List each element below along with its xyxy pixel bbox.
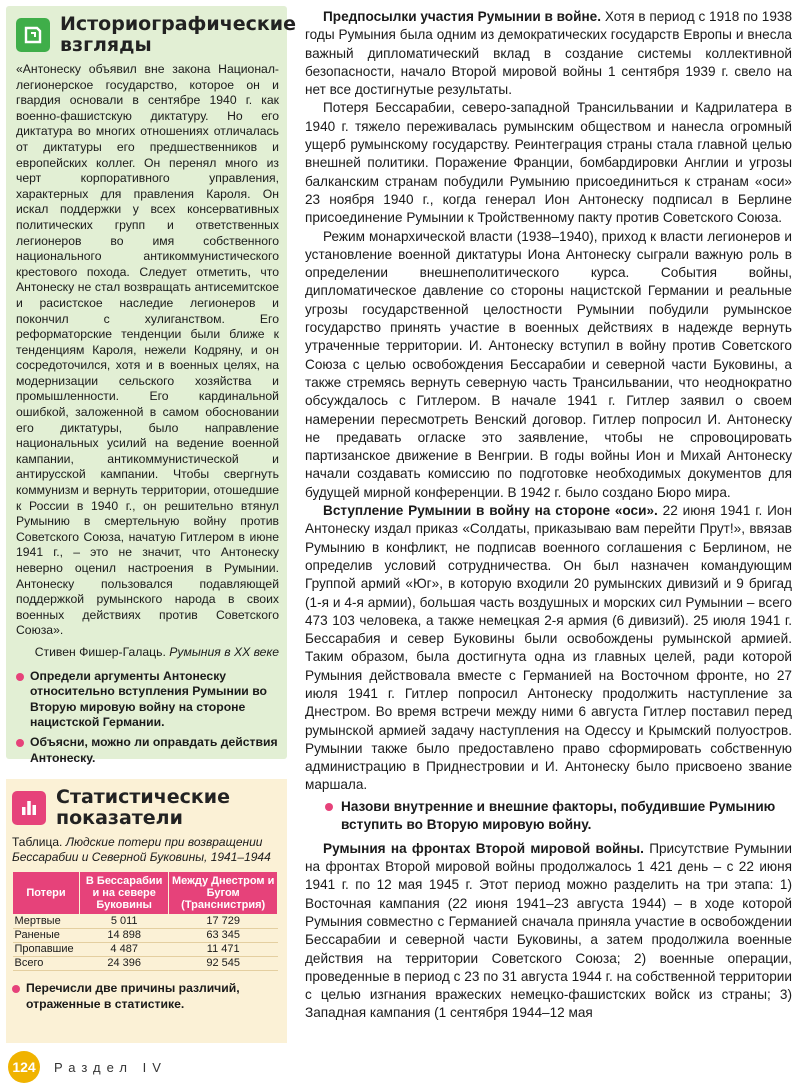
paragraph: Потеря Бессарабии, северо-западной Трансильвании и Кадрилатера в 1940 г. тяжело переживалась румынским обществом и нанесла огромный ущерб румынскому государству. Реинтеграция страны стала главной целью внешней политики. Поражение Франции, бомбардировки Англии и угрозы балканским странам побудили Румынию присоединиться к странам «оси» 23 ноября 1940 г., когда генерал Ион Антонеску подписал в Берлине присоединение Румынии к Тройственному пакту против Советского Союза. — [305, 100, 792, 226]
right-column — [305, 8, 792, 1023]
table-cell: 4 487 — [80, 943, 169, 957]
table-header: Между Днестром и Бугом (Транснистрия) — [169, 872, 278, 915]
section-heading: Предпосылки участия Румынии в войне. — [323, 9, 602, 24]
table-row — [13, 957, 278, 971]
section-heading: Вступление Румынии в войну на стороне «оси». — [323, 503, 658, 519]
statistics-box — [6, 779, 287, 1043]
table-cell: 14 898 — [80, 929, 169, 943]
page-corner-icon — [16, 18, 50, 52]
table-header: Потери — [13, 872, 80, 915]
paragraph-text: Хотя в период с 1918 по 1938 годы Румыния была одним из демократических государств Европы и внесла важный дипломатический вклад в создание системы коллективной безопасности, начало Второй мировой войны 1 сентября 1939 г. свело на нет все достигнутые результаты. — [305, 9, 793, 98]
table-cell: 17 729 — [169, 915, 278, 929]
paragraph-text: Присутствие Румынии на фронтах Второй мировой войны продолжалось 1 421 день – с 22 июня 1941 г. по 12 мая 1945 г. Этот период можно разделить на три этапа: 1) Восточная кампания (22 июня 1941–23 августа 1944) – в ходе которой Румыния совместно с Германией сначала приняла участие в освобождении Бессарабии и северной части Буковины, а затем продолжила военные действия на территории Советского Союза; 2) военные операции, проведенные в период с 23 по 31 августа 1944 г. на собственной территории с целью изгнания вражеских немецко-фашистских войск из страны; 3) Западная кампания (1 сентября 1944–12 мая — [305, 840, 792, 1021]
statistics-title: Статистические показатели — [56, 786, 230, 829]
paragraph: Режим монархической власти (1938–1940), приход к власти легионеров и установление военной диктатуры Иона Антонеску сыграли важную роль в определении внешнеполитического курса. События войны, дипломатическое давление со стороны нацистской Германии и реальные угрозы государственной целостности Румынии побудили румынское государство принять участие в военных действиях в надежде вернуть утраченные территории. И. Антонеску вступил в войну против Советского Союза с целью освобождения Бессарабии и северной части Буковины, а также стремясь вернуть северную часть Трансильвании, что неоднократно обсуждалось с Гитлером. В начале 1941 г. Гитлер заявил о своем намерении пересмотреть Венский договор. Гитлер попросил И. Антонеску не предавать огласке это заявление, чтобы не спровоцировать партизанское движение в Венгрии. В годы войны Ион и Михай Антонеску начали создавать комиссию по подготовке необходимых документов для будущей мирной конференции. В 1942 г. было создано Бюро мира. — [305, 228, 792, 500]
table-cell: 11 471 — [169, 943, 278, 957]
caption-prefix: Таблица. — [12, 835, 63, 849]
table-cell: Раненые — [13, 929, 80, 943]
table-caption — [12, 835, 279, 865]
historiography-box — [6, 6, 296, 765]
bar-chart-icon — [12, 791, 46, 825]
section-heading: Румыния на фронтах Второй мировой войны. — [323, 840, 644, 856]
table-cell: Всего — [13, 957, 80, 971]
table-cell: 24 396 — [80, 957, 169, 971]
table-row — [13, 929, 278, 943]
table-cell: Мертвые — [13, 915, 80, 929]
table-cell: Пропавшие — [13, 943, 80, 957]
page-number: 124 — [8, 1051, 40, 1083]
right-task — [325, 798, 792, 834]
task-text: Назови внутренние и внешние факторы, побудившие Румынию вступить во Вторую мировую войну. — [341, 798, 776, 832]
paragraph-text: 22 июня 1941 г. Ион Антонеску издал приказ «Солдаты, приказываю вам перейти Прут!», ввязав Румынию в конфликт, не подписав военного соглашения с Берлином, не определив условий сотрудничества. Он был назначен командующим Группой армий «Юг», в которую входили 20 румынских дивизий и 9 бригад (1-я и 4-я армии), большая часть воздушных и морских сил Румынии – всего 473 103 человека, а также немецкая 2-я армия (6 дивизий). 25 июля 1941 г. Бессарабия и север Буковины были освобождены румынской армией. Таким образом, была достигнута одна из главных целей, ради которой Румыния действовала вместе с Германией на Восточном фронте, но 27 июля 1941 г. Гитлер попросил Антонеску продолжить наступление за Днестром. Во время встречи между ними 6 августа Гитлер поставил перед румынской армией задачу наступления на Одессу и Крымский полуостров. Румынии также было предоставлено право сформировать собственную администрацию в Приднестровии и И. Антонеску было присвоено звание маршала. — [305, 503, 792, 793]
table-header-row — [13, 872, 278, 915]
bullet-icon — [16, 739, 24, 747]
table-cell: 92 545 — [169, 957, 278, 971]
bullet-icon — [325, 803, 333, 811]
statistics-task — [12, 981, 279, 1012]
left-column — [6, 6, 296, 1011]
author-source: Румыния в XX веке — [169, 644, 279, 659]
task-text: Определи аргументы Антонеску относительно вступления Румынии во Вторую мировую войну на стороне нацистской Германии. — [30, 668, 267, 730]
bullet-icon — [16, 673, 24, 681]
historiography-title: Историографические взгляды — [60, 13, 296, 56]
table-row — [13, 943, 278, 957]
page-footer — [8, 1051, 167, 1083]
paragraph — [305, 502, 792, 795]
quote-author — [16, 645, 279, 661]
task-text: Объясни, можно ли оправдать действия Антонеску. — [30, 734, 278, 765]
table-row — [13, 915, 278, 929]
bullet-icon — [12, 985, 20, 993]
paragraph — [305, 8, 792, 99]
historiography-task-2 — [16, 735, 279, 766]
author-name: Стивен Фишер-Галаць. — [34, 644, 166, 659]
statistics-header — [12, 787, 279, 829]
section-label: Раздел IV — [54, 1059, 167, 1075]
losses-table — [12, 871, 278, 971]
historiography-header — [16, 13, 296, 56]
caption-text: Людские потери при возвращении Бессарабии и Северной Буковины, 1941–1944 — [12, 835, 271, 864]
table-cell: 63 345 — [169, 929, 278, 943]
historiography-task-1 — [16, 669, 279, 731]
task-text: Перечисли две причины различий, отраженные в статистике. — [26, 981, 240, 1011]
historiography-quote: «Антонеску объявил вне закона Национал-легионерское государство, которое он и гвардия основали в сентябре 1940 г. как военно-фашистскую диктатуру. Но его диктатура во многих отношениях отличалась от диктатуры его предшественников и европейских коллег. Он перенял много из черт корпоративного управления, характерных для правления Кароля. Он искал поддержки у всех консервативных политических групп и ответственных легионеров во имя собственного национального антикоммунистического крестового похода. Следует отметить, что Антонеску не стал возвращать антисемитское и расистское наследие легионеров и покончил с хулиганством. Его реформаторские тенденции были ближе к тенденциям Кароля, нежели Кодряну, и он сосредоточился, хотя и в военных целях, на модернизации сельского хозяйства и промышленности. Его кардинальной ошибкой, заложенной в самом обосновании его диктатуры, было направление национальных усилий на ведение военной кампании, антикоммунистической и антирусской кампании. Чтобы свергнуть коммунизм и вернуть территории, отошедшие к России в 1940 г., он решительно втянул Румынию в смертельную войну против Советского Союза, начатую Гитлером в июне 1941 г., – это не значит, что Антонеску неверно оценил настроения в Румынии. Антонеску пользовался подавляющей поддержкой румынского народа в своих военных действиях против Советского Союза». — [16, 62, 279, 638]
table-cell: 5 011 — [80, 915, 169, 929]
paragraph — [305, 840, 792, 1023]
table-header: В Бессарабии и на севере Буковины — [80, 872, 169, 915]
